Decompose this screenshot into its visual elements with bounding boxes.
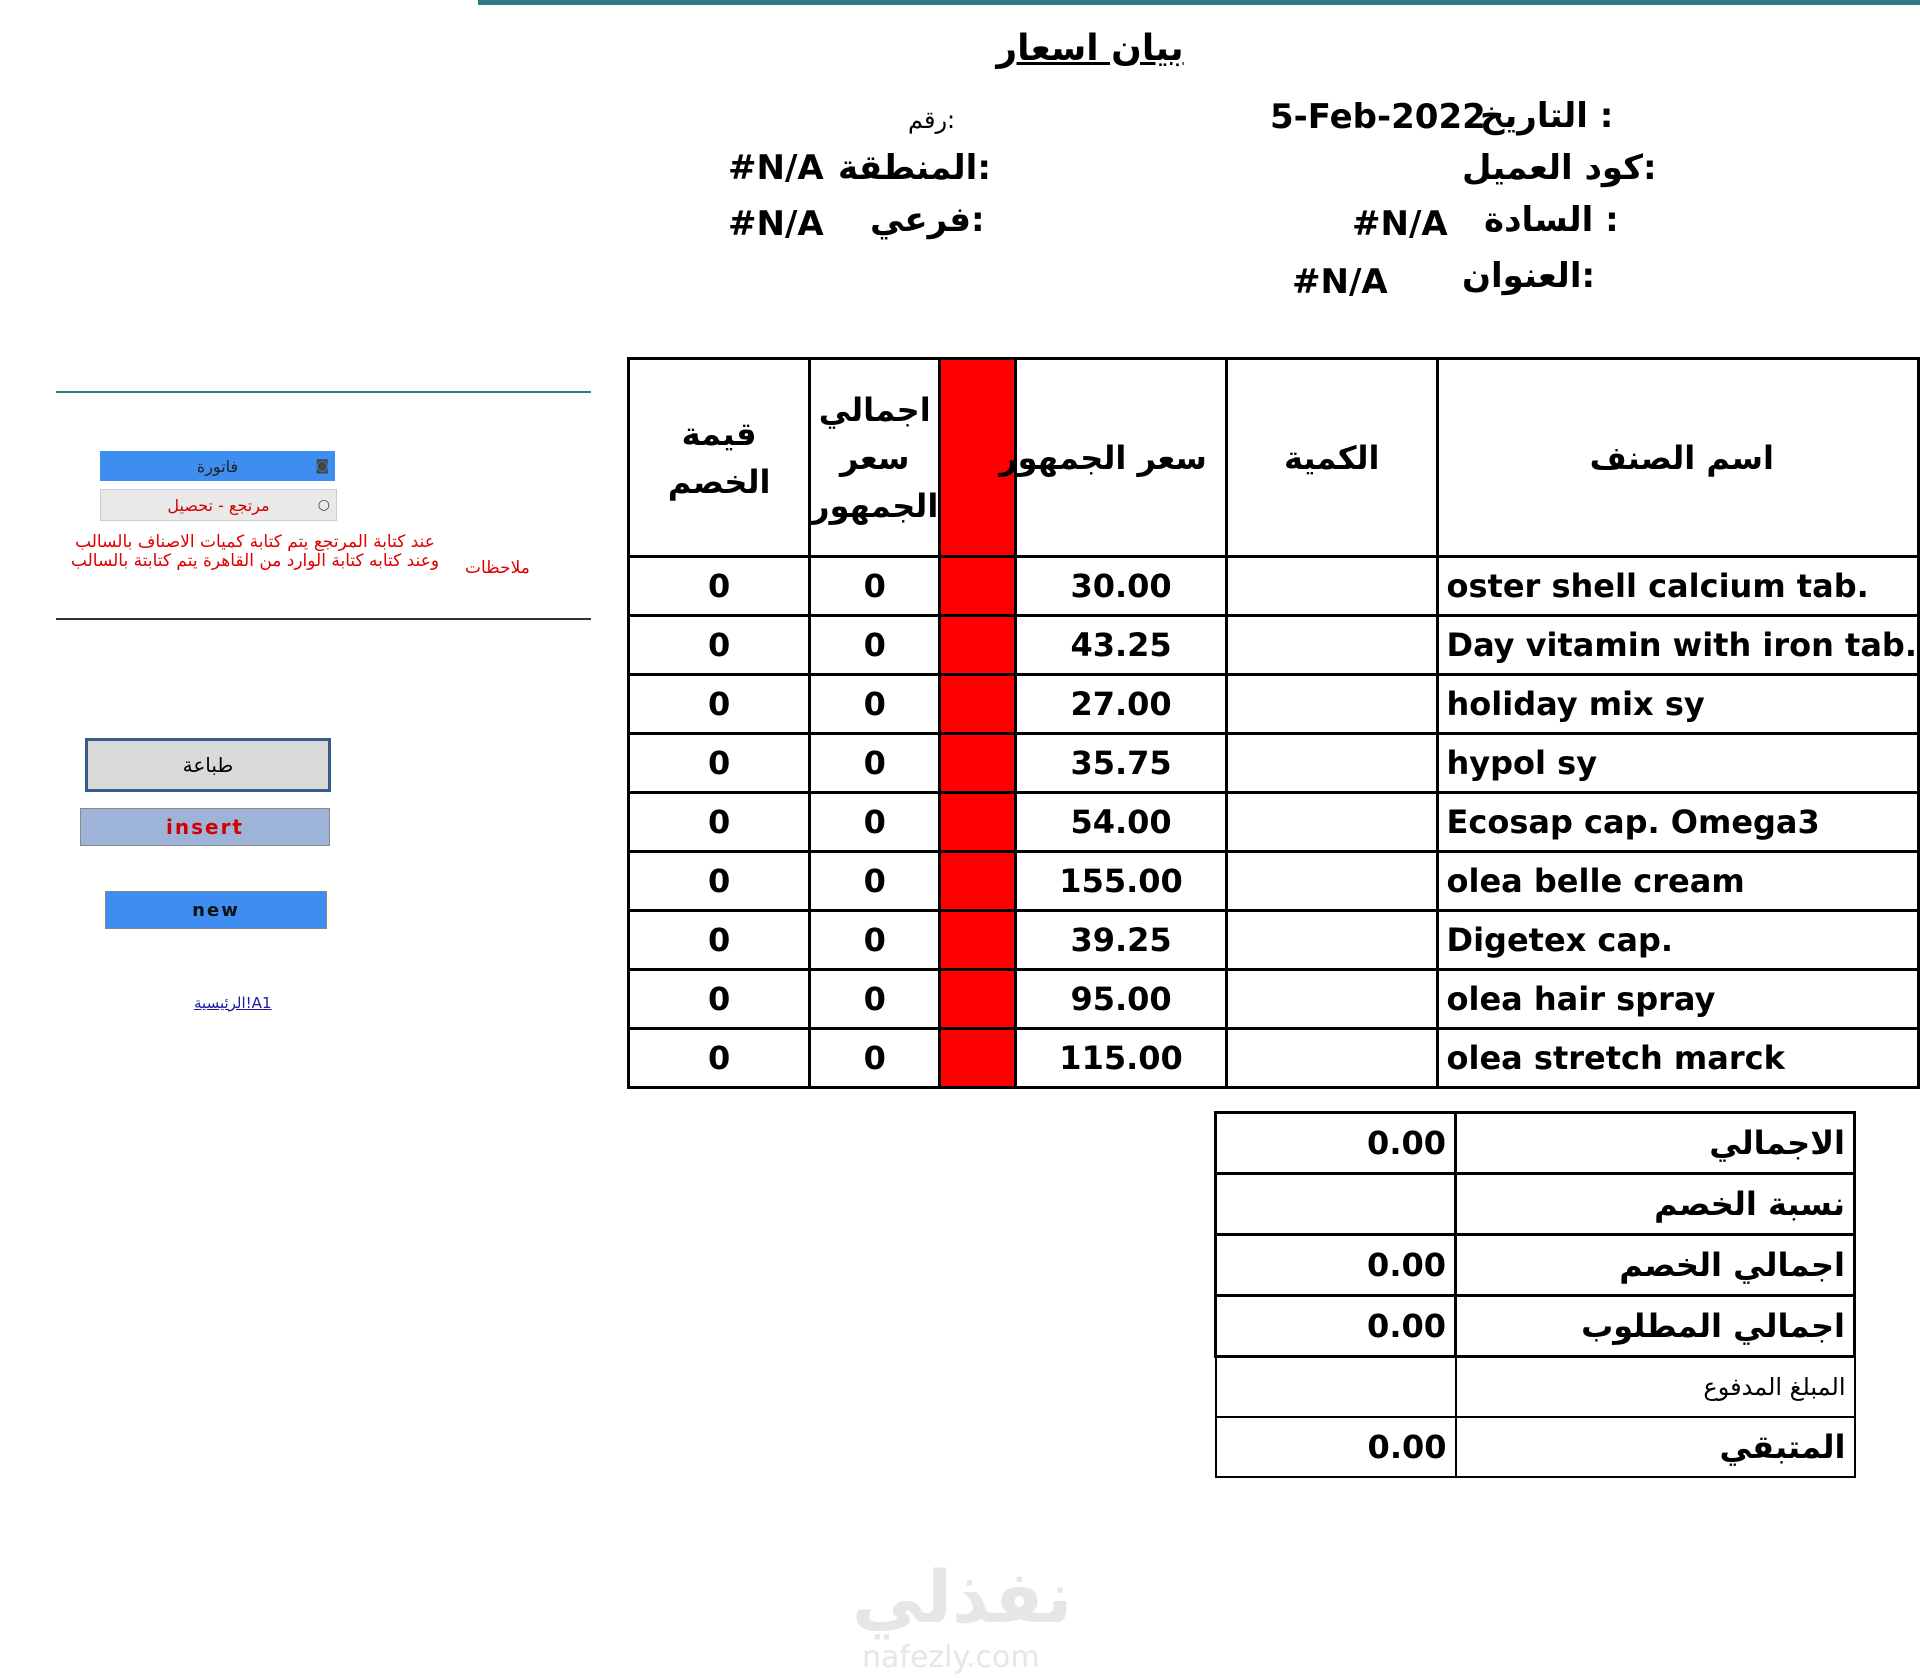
cell-discount: 0 bbox=[629, 852, 810, 911]
cell-item-name bbox=[1437, 1029, 1919, 1088]
cell-price: 39.25 bbox=[1016, 911, 1227, 970]
summary-value: 0.00 bbox=[1216, 1235, 1456, 1296]
cell-item-name bbox=[1437, 734, 1919, 793]
cell-discount: 0 bbox=[629, 675, 810, 734]
cell-price: 115.00 bbox=[1016, 1029, 1227, 1088]
item-name-text: Digetex cap. bbox=[1446, 921, 1674, 959]
cell-total: 0 bbox=[810, 557, 940, 616]
summary-value: 0.00 bbox=[1216, 1417, 1456, 1477]
table-row bbox=[629, 970, 1919, 1029]
cell-discount: 0 bbox=[629, 793, 810, 852]
cell-price: 95.00 bbox=[1016, 970, 1227, 1029]
cell-price: 54.00 bbox=[1016, 793, 1227, 852]
branch-label: فرعي: bbox=[870, 200, 985, 240]
cell-discount: 0 bbox=[629, 1029, 810, 1088]
table-row bbox=[629, 793, 1919, 852]
summary-row bbox=[1216, 1357, 1855, 1418]
customer-code-label: كود العميل: bbox=[1462, 148, 1657, 188]
table-row bbox=[629, 557, 1919, 616]
header-quantity: الكمية bbox=[1226, 359, 1437, 557]
cell-red bbox=[940, 911, 1016, 970]
notes-label: ملاحظات bbox=[465, 558, 530, 578]
new-button[interactable]: new bbox=[105, 891, 327, 929]
table-row bbox=[629, 734, 1919, 793]
cell-quantity[interactable] bbox=[1226, 734, 1437, 793]
cell-red bbox=[940, 1029, 1016, 1088]
summary-label: اجمالي المطلوب bbox=[1456, 1296, 1855, 1357]
table-row bbox=[629, 1029, 1919, 1088]
table-header-row bbox=[629, 359, 1919, 557]
header-discount-value: قيمة الخصم bbox=[629, 359, 810, 557]
invoice-button[interactable] bbox=[100, 451, 335, 481]
item-name-text: holiday mix sy bbox=[1446, 685, 1705, 723]
cell-item-name bbox=[1437, 557, 1919, 616]
cell-total: 0 bbox=[810, 852, 940, 911]
summary-row bbox=[1216, 1113, 1855, 1174]
watermark-logo: نفذلي bbox=[852, 1555, 1073, 1639]
cell-total: 0 bbox=[810, 793, 940, 852]
cell-total: 0 bbox=[810, 616, 940, 675]
summary-row bbox=[1216, 1235, 1855, 1296]
cell-discount: 0 bbox=[629, 557, 810, 616]
item-name-text: oster shell calcium tab. bbox=[1446, 567, 1869, 605]
cell-item-name bbox=[1437, 970, 1919, 1029]
item-name-text: olea hair spray bbox=[1446, 980, 1716, 1018]
cell-item-name bbox=[1437, 793, 1919, 852]
cell-quantity[interactable] bbox=[1226, 1029, 1437, 1088]
summary-label: المبلغ المدفوع bbox=[1456, 1357, 1855, 1418]
header-public-price-text: سعر الجمهور bbox=[999, 438, 1207, 477]
cell-quantity[interactable] bbox=[1226, 675, 1437, 734]
cell-item-name bbox=[1437, 616, 1919, 675]
summary-table bbox=[1214, 1111, 1856, 1478]
cell-total: 0 bbox=[810, 734, 940, 793]
cell-quantity[interactable] bbox=[1226, 852, 1437, 911]
top-accent-line bbox=[478, 0, 1920, 5]
home-link[interactable]: الرئيسية!A1 bbox=[194, 994, 272, 1012]
region-value: #N/A bbox=[728, 148, 824, 188]
cell-item-name bbox=[1437, 675, 1919, 734]
summary-label: نسبة الخصم bbox=[1456, 1174, 1855, 1235]
cell-red bbox=[940, 675, 1016, 734]
cell-red bbox=[940, 793, 1016, 852]
cell-red bbox=[940, 852, 1016, 911]
mr-value: #N/A bbox=[1352, 204, 1448, 244]
option-icon: ◙ bbox=[315, 458, 329, 474]
return-collection-button[interactable] bbox=[100, 489, 337, 521]
cell-quantity[interactable] bbox=[1226, 911, 1437, 970]
address-value: #N/A bbox=[1292, 262, 1388, 302]
cell-total: 0 bbox=[810, 1029, 940, 1088]
cell-discount: 0 bbox=[629, 970, 810, 1029]
cell-red bbox=[940, 557, 1016, 616]
invoice-button-label: فاتورة bbox=[196, 456, 239, 476]
cell-price: 43.25 bbox=[1016, 616, 1227, 675]
table-row bbox=[629, 675, 1919, 734]
summary-label: الاجمالي bbox=[1456, 1113, 1855, 1174]
cell-price: 30.00 bbox=[1016, 557, 1227, 616]
summary-value bbox=[1216, 1357, 1456, 1418]
cell-price: 27.00 bbox=[1016, 675, 1227, 734]
date-label: التاريخ : bbox=[1480, 96, 1614, 136]
date-value: 5-Feb-2022 bbox=[1270, 97, 1486, 137]
summary-value bbox=[1216, 1174, 1456, 1235]
summary-value: 0.00 bbox=[1216, 1296, 1456, 1357]
cell-quantity[interactable] bbox=[1226, 793, 1437, 852]
items-table bbox=[627, 357, 1920, 1089]
table-row bbox=[629, 852, 1919, 911]
panel-bottom-divider bbox=[56, 618, 591, 620]
mr-label: السادة : bbox=[1484, 200, 1619, 240]
item-name-text: olea belle cream bbox=[1446, 862, 1745, 900]
branch-value: #N/A bbox=[728, 204, 824, 244]
cell-total: 0 bbox=[810, 675, 940, 734]
page-title: بيان اسعار bbox=[996, 28, 1184, 69]
summary-row bbox=[1216, 1174, 1855, 1235]
header-total-public-price: اجمالي سعر الجمهور bbox=[810, 359, 940, 557]
table-row bbox=[629, 911, 1919, 970]
item-name-text: Day vitamin with iron tab. bbox=[1446, 626, 1917, 664]
insert-button[interactable]: insert bbox=[80, 808, 330, 846]
summary-row bbox=[1216, 1296, 1855, 1357]
cell-red bbox=[940, 970, 1016, 1029]
cell-discount: 0 bbox=[629, 616, 810, 675]
summary-label: اجمالي الخصم bbox=[1456, 1235, 1855, 1296]
summary-label: المتبقي bbox=[1456, 1417, 1855, 1477]
item-name-text: Ecosap cap. Omega3 bbox=[1446, 803, 1820, 841]
address-label: العنوان: bbox=[1462, 256, 1596, 296]
number-label: رقم: bbox=[908, 106, 956, 134]
table-row bbox=[629, 616, 1919, 675]
header-item-name: اسم الصنف bbox=[1437, 359, 1919, 557]
cell-red bbox=[940, 616, 1016, 675]
print-button[interactable]: طباعة bbox=[85, 738, 331, 792]
cell-price: 155.00 bbox=[1016, 852, 1227, 911]
panel-top-divider bbox=[56, 391, 591, 393]
option-icon: ○ bbox=[317, 497, 330, 513]
cell-quantity[interactable] bbox=[1226, 970, 1437, 1029]
watermark-url: nafezly.com bbox=[862, 1640, 1040, 1675]
item-name-text: hypol sy bbox=[1446, 744, 1598, 782]
cell-item-name bbox=[1437, 911, 1919, 970]
cell-red bbox=[940, 734, 1016, 793]
summary-row bbox=[1216, 1417, 1855, 1477]
summary-value: 0.00 bbox=[1216, 1113, 1456, 1174]
cell-quantity[interactable] bbox=[1226, 557, 1437, 616]
cell-discount: 0 bbox=[629, 911, 810, 970]
header-public-price bbox=[999, 359, 1227, 557]
return-button-label: مرتجع - تحصيل bbox=[167, 495, 270, 515]
cell-price: 35.75 bbox=[1016, 734, 1227, 793]
region-label: المنطقة: bbox=[838, 148, 991, 188]
cell-total: 0 bbox=[810, 970, 940, 1029]
cell-total: 0 bbox=[810, 911, 940, 970]
cell-item-name bbox=[1437, 852, 1919, 911]
notes-text: عند كتابة المرتجع يتم كتابة كميات الاصناف بالسالب وعند كتابه كتابة الوارد من القاهرة يتم كتابتة بالسالب bbox=[70, 532, 440, 571]
cell-discount: 0 bbox=[629, 734, 810, 793]
cell-quantity[interactable] bbox=[1226, 616, 1437, 675]
item-name-text: olea stretch marck bbox=[1446, 1039, 1785, 1077]
